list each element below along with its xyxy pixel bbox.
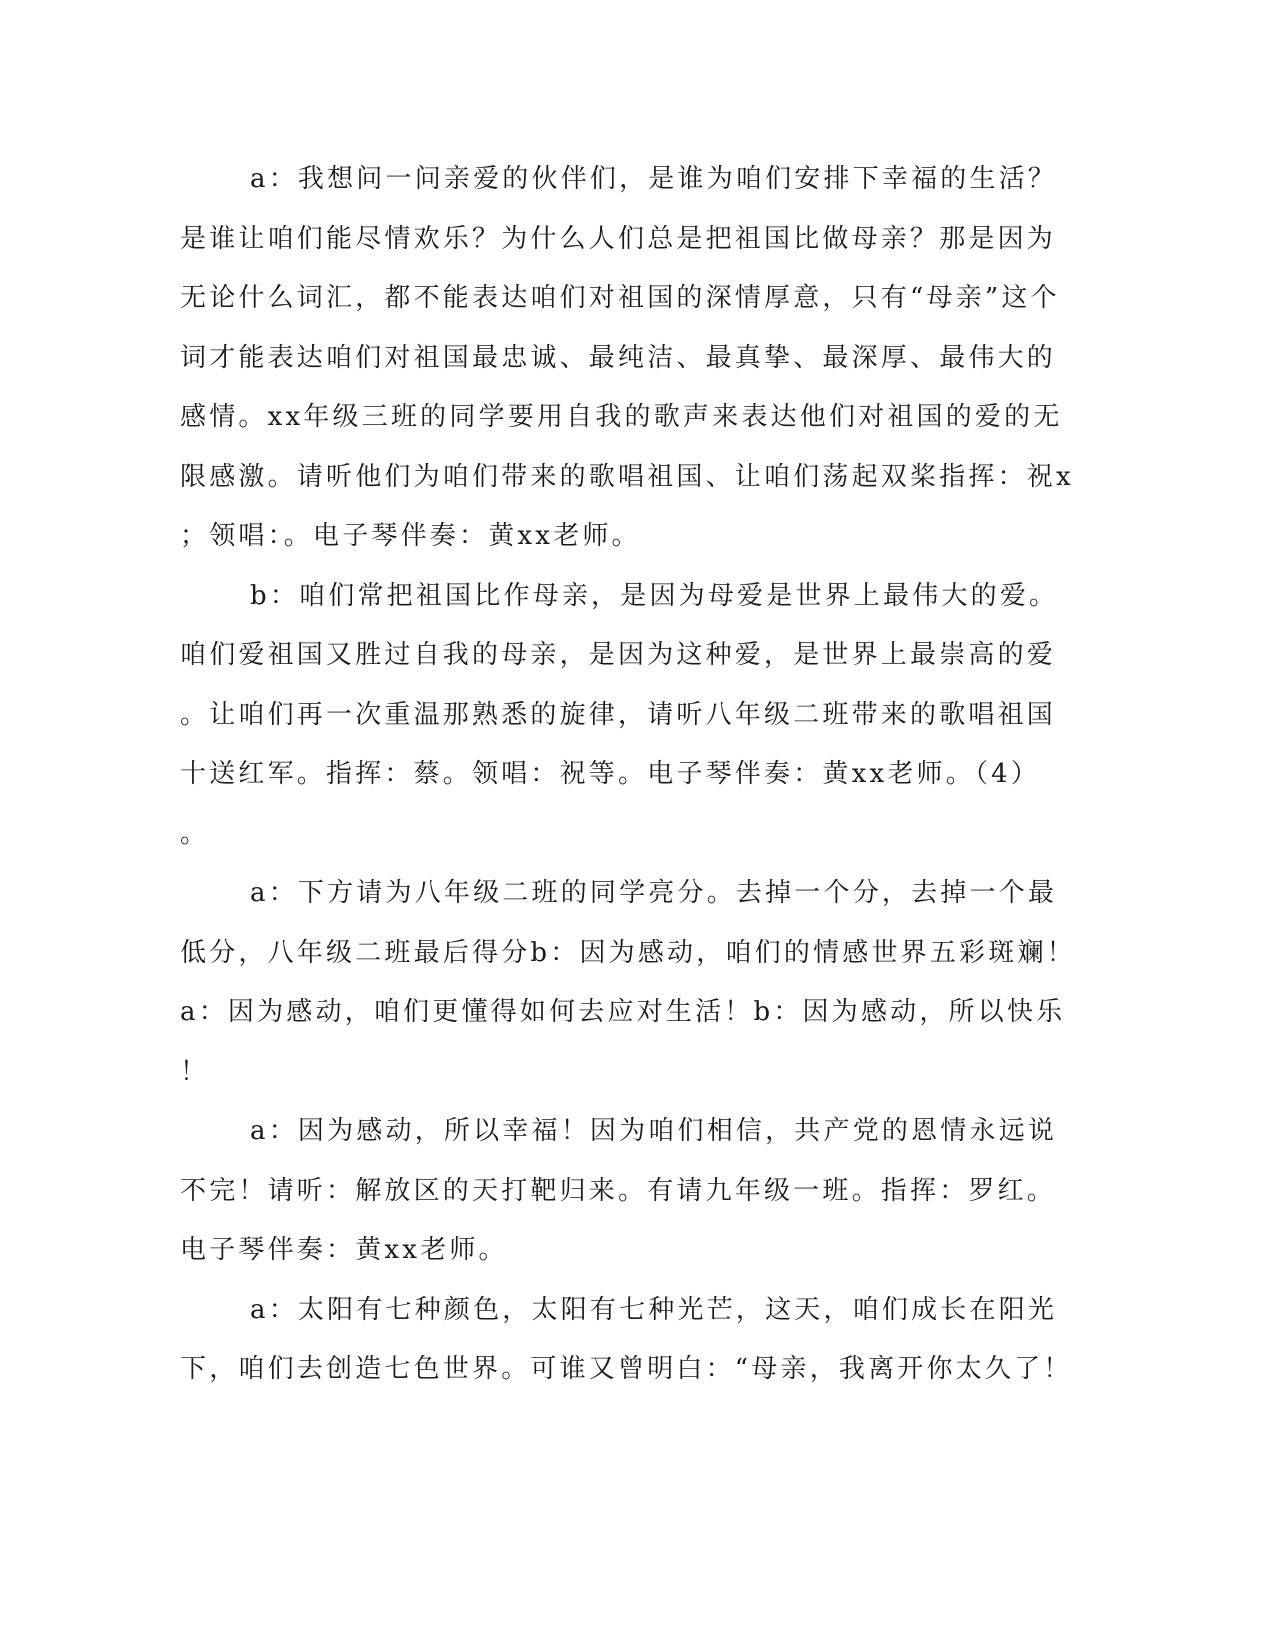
text-line: a：因为感动，咱们更懂得如何去应对生活！b：因为感动，所以快乐 [180,997,1066,1027]
text-line: 。让咱们再一次重温那熟悉的旋律，请听八年级二班带来的歌唱祖国 [180,699,1057,730]
text-line: a：我想问一问亲爱的伙伴们，是谁为咱们安排下幸福的生活？ [250,164,1058,194]
paragraph [180,864,1100,1102]
text-line: 感情。xx年级三班的同学要用自我的歌声来表达他们对祖国的爱的无 [180,402,1063,432]
text-line: 无论什么词汇，都不能表达咱们对祖国的深情厚意，只有“母亲”这个 [180,283,1060,313]
text-line: ！ [180,1056,210,1087]
text-line: a：下方请为八年级二班的同学亮分。去掉一个分，去掉一个最 [250,878,1058,908]
text-line: 是谁让咱们能尽情欢乐？为什么人们总是把祖国比做母亲？那是因为 [180,223,1057,254]
document-body [180,150,1100,1400]
text-line: 词才能表达咱们对祖国最忠诚、最纯洁、最真挚、最深厚、最伟大的 [180,342,1057,373]
text-line: b：咱们常把祖国比作母亲，是因为母爱是世界上最伟大的爱。 [250,580,1059,611]
text-line: 电子琴伴奏：黄xx老师。 [180,1235,508,1265]
text-line: 。 [180,818,210,849]
text-line: 低分，八年级二班最后得分b：因为感动，咱们的情感世界五彩斑斓！ [180,937,1076,968]
text-line: 十送红军。指挥：蔡。领唱：祝等。电子琴伴奏：黄xx老师。（4） [180,759,1041,789]
text-line: 下，咱们去创造七色世界。可谁又曾明白：“母亲，我离开你太久了！ [180,1354,1073,1384]
paragraph [180,1281,1100,1400]
text-line: 不完！请听：解放区的天打靶归来。有请九年级一班。指挥：罗红。 [180,1175,1057,1206]
paragraph [180,150,1100,567]
text-line: ；领唱：。电子琴伴奏：黄xx老师。 [180,521,641,551]
text-line: 限感激。请听他们为咱们带来的歌唱祖国、让咱们荡起双桨指挥：祝x [180,461,1074,492]
text-line: 咱们爱祖国又胜过自我的母亲，是因为这种爱，是世界上最崇高的爱 [180,640,1057,670]
text-line: a：太阳有七种颜色，太阳有七种光芒，这天，咱们成长在阳光 [250,1294,1058,1325]
paragraph [180,1102,1100,1281]
paragraph [180,567,1100,865]
text-line: a：因为感动，所以幸福！因为咱们相信，共产党的恩情永远说 [250,1116,1058,1146]
